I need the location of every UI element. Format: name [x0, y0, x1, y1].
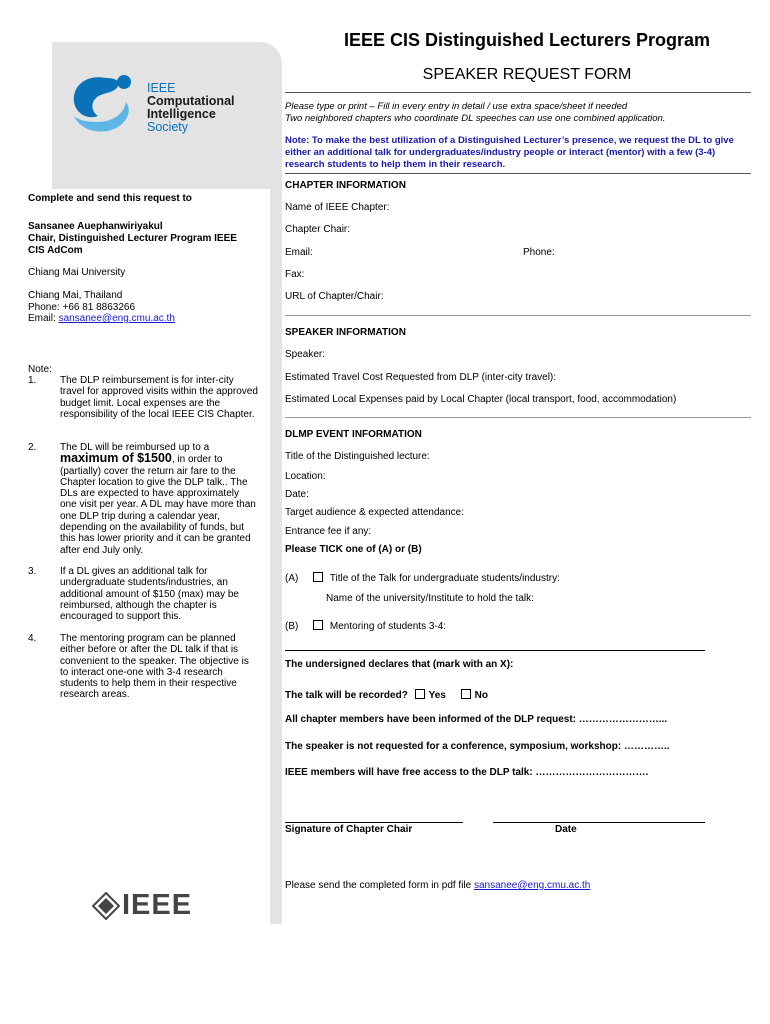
recorded-no-checkbox[interactable] [461, 689, 471, 699]
recorded-row [285, 689, 751, 702]
option-a-row [285, 572, 751, 585]
speaker-rule [285, 417, 751, 418]
cis-logo-icon [66, 70, 148, 140]
logo-line-society: Society [147, 120, 188, 134]
ieee-footer-logo: IEEE [122, 889, 193, 921]
form-title: SPEAKER REQUEST FORM [422, 66, 632, 83]
instructions [285, 101, 751, 124]
logo-line-computational: Computational [147, 94, 235, 108]
lecture-title-field[interactable]: Title of the Distinguished lecture: [285, 451, 430, 462]
contact-role-2: CIS AdCom [28, 245, 83, 256]
sidebar [0, 0, 282, 1024]
speaker-heading: SPEAKER INFORMATION [285, 327, 406, 338]
contact-phone: Phone: +66 81 8863266 [28, 302, 136, 313]
option-a-text: Title of the Talk for undergraduate students/industry: [329, 573, 560, 584]
contact-role-1: Chair, Distinguished Lecturer Program IEEE [28, 233, 237, 244]
note-label: Note: [28, 364, 52, 375]
option-b-label: (B) [285, 621, 299, 632]
ieee-diamond-icon [92, 892, 120, 920]
date-label: Date [555, 824, 577, 835]
instructions-line-1: Please type or print – Fill in every entry in detail / use extra space/sheet if needed [285, 101, 628, 112]
contact-email-line [28, 313, 263, 325]
contact-name: Sansanee Auephanwiriyakul [28, 221, 163, 232]
chapter-fax-field[interactable]: Fax: [285, 269, 305, 280]
note-2-post: , in order to (partially) cover the return air fare to the Chapter location to give the DLP talk.. The DLs are expected to have approximately one visit per year. A DL may have more than one DLP trip during a calendar year, depending on the availability of funds, but this has lower priority and it can be granted after end July only. [60, 454, 256, 556]
note-1-text: The DLP reimbursement is for inter-city travel for approved visits within the approved budget limit. Local expenses are the responsibility of the local IEEE CIS Chapter. [60, 375, 258, 420]
option-b-text: Mentoring of students 3-4: [329, 621, 447, 632]
chapter-name-field[interactable]: Name of IEEE Chapter: [285, 202, 390, 213]
signature-label: Signature of Chapter Chair [285, 824, 413, 835]
note-4-number: 4. [28, 633, 37, 644]
recorded-question: The talk will be recorded? [285, 690, 408, 701]
option-b-row [285, 620, 751, 633]
contact-university: Chiang Mai University [28, 267, 126, 278]
chapter-email-field[interactable]: Email: [285, 247, 313, 258]
page-title: IEEE CIS Distinguished Lecturers Program [343, 30, 711, 50]
note-3-number: 3. [28, 566, 37, 577]
sidebar-rail [270, 160, 282, 924]
fee-field[interactable]: Entrance fee if any: [285, 526, 372, 537]
send-instruction [285, 880, 751, 892]
event-heading: DLMP EVENT INFORMATION [285, 429, 422, 440]
declaration-heading: The undersigned declares that (mark with an X): [285, 659, 514, 670]
dl-note: Note: To make the best utilization of a Distinguished Lecturer’s presence, we request the DL to give either an additional talk for undergraduates/industry people or interact (mentor) with a few (3-4) research students to help them in their research. [285, 135, 734, 170]
tick-instruction: Please TICK one of (A) or (B) [285, 544, 422, 555]
date-line[interactable] [493, 822, 705, 823]
send-to-heading: Complete and send this request to [28, 193, 192, 204]
note-2-number: 2. [28, 442, 37, 453]
recorded-yes-checkbox[interactable] [415, 689, 425, 699]
option-a-checkbox[interactable] [313, 572, 323, 582]
option-a-label: (A) [285, 573, 299, 584]
cis-logo-text [147, 82, 235, 134]
location-field[interactable]: Location: [285, 471, 326, 482]
logo-line-intelligence: Intelligence [147, 107, 216, 121]
note-3-text: If a DL gives an additional talk for undergraduate students/industries, an additional amount of $150 (max) may be reimbursed, although the chapter is encouraged to support this. [60, 566, 239, 623]
contact-city: Chiang Mai, Thailand [28, 290, 123, 301]
chapter-rule [285, 315, 751, 316]
audience-field[interactable]: Target audience & expected attendance: [285, 507, 465, 518]
chapter-chair-field[interactable]: Chapter Chair: [285, 224, 351, 235]
header-rule [285, 92, 751, 93]
send-email-link[interactable]: sansanee@eng.cmu.ac.th [474, 880, 591, 891]
date-field[interactable]: Date: [285, 489, 309, 500]
signature-line[interactable] [285, 822, 463, 823]
chapter-heading: CHAPTER INFORMATION [285, 180, 406, 191]
note-2-maximum: maximum of $1500 [60, 451, 172, 466]
note-2-pre: The DL will be reimbursed up to a [60, 442, 210, 453]
note-rule [285, 173, 751, 174]
speaker-field[interactable]: Speaker: [285, 349, 326, 360]
send-instruction-text: Please send the completed form in pdf file [285, 880, 474, 891]
note-4-text: The mentoring program can be planned either before or after the DL talk if that is convenient to the speaker. The objective is to interact one-one with 3-4 research students to help them in their respective research areas. [60, 633, 249, 701]
travel-cost-field[interactable]: Estimated Travel Cost Requested from DLP (inter-city travel): [285, 372, 557, 383]
note-1-number: 1. [28, 375, 37, 386]
logo-line-ieee: IEEE [147, 81, 176, 95]
members-informed-field[interactable]: All chapter members have been informed of the DLP request: ……………………... [285, 714, 668, 725]
local-expenses-field[interactable]: Estimated Local Expenses paid by Local Chapter (local transport, food, accommodation) [285, 394, 677, 405]
option-b-checkbox[interactable] [313, 620, 323, 630]
recorded-yes-label: Yes [428, 690, 446, 701]
recorded-no-label: No [474, 690, 488, 701]
free-access-field[interactable]: IEEE members will have free access to the DLP talk: ……………………………. [285, 767, 649, 778]
conference-field[interactable]: The speaker is not requested for a conference, symposium, workshop: ………….. [285, 741, 670, 752]
chapter-url-field[interactable]: URL of Chapter/Chair: [285, 291, 384, 302]
email-label: Email: [28, 313, 59, 324]
contact-email-link[interactable]: sansanee@eng.cmu.ac.th [58, 313, 175, 324]
note-2-text [60, 442, 258, 556]
university-field[interactable]: Name of the university/Institute to hold the talk: [326, 593, 534, 604]
chapter-phone-field[interactable]: Phone: [523, 247, 555, 258]
option-b-rule [285, 650, 705, 651]
instructions-line-2: Two neighbored chapters who coordinate DL speeches can use one combined application. [285, 112, 666, 124]
